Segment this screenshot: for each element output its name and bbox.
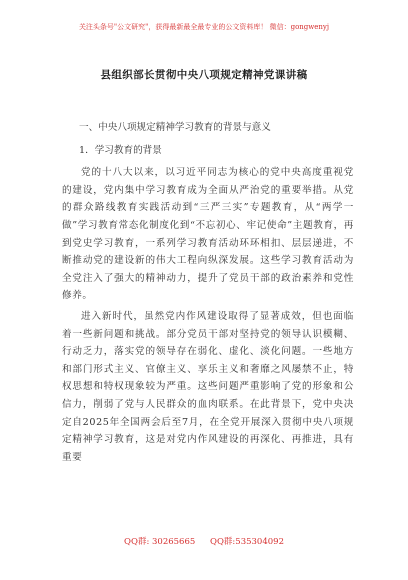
document-body — [62, 119, 354, 469]
section-heading: 一、中央八项规定精神学习教育的背景与意义 — [79, 122, 271, 133]
document-title: 县组织部长贯彻中央八项规定精神党课讲稿 — [100, 69, 308, 81]
body-paragraph-1: 党的十八大以来，以习近平同志为核心的党中央高度重视党的建设，党内集中学习教育成为全面从严治党的重要举措。从党的群众路线教育实践活动到“三严三实”专题教育，从“两学一做”学习教育常态化制度化到“不忘初心、牢记使命”主题教育，再到党史学习教育，一系列学习教育活动环环相扣、层层递进，不断推动党的建设新的伟大工程向纵深发展。这些学习教育活动为全党注入了强大的精神动力，提升了党员干部的政治素养和党性修养。 — [62, 167, 354, 302]
footer-contact — [0, 535, 408, 547]
footer-qq-group-2: QQ群:535304092 — [210, 537, 284, 547]
header-banner: 关注头条号"公文研究"，获得最新最全最专业的公文资料库！ 微信：gongwenyj — [78, 23, 330, 31]
footer-qq-group-1: QQ群: 30265665 — [124, 537, 196, 547]
subsection-heading: 1．学习教育的背景 — [79, 144, 162, 156]
body-paragraph-2: 进入新时代，虽然党内作风建设取得了显著成效，但也面临着一些新问题和挑战。部分党员干部对坚持党的领导认识模糊、行动乏力，落实党的领导存在弱化、虚化、淡化问题。一些地方和部门形式主义、官僚主义、享乐主义和奢靡之风屡禁不止，特权思想和特权现象较为严重。这些问题严重影响了党的形象和公信力，削弱了党与人民群众的血肉联系。在此背景下，党中央决定自2025年全国两会后至7月，在全党开展深入贯彻中央八项规定精神学习教育，这是对党内作风建设的再深化、再推进，具有重要 — [62, 310, 354, 463]
